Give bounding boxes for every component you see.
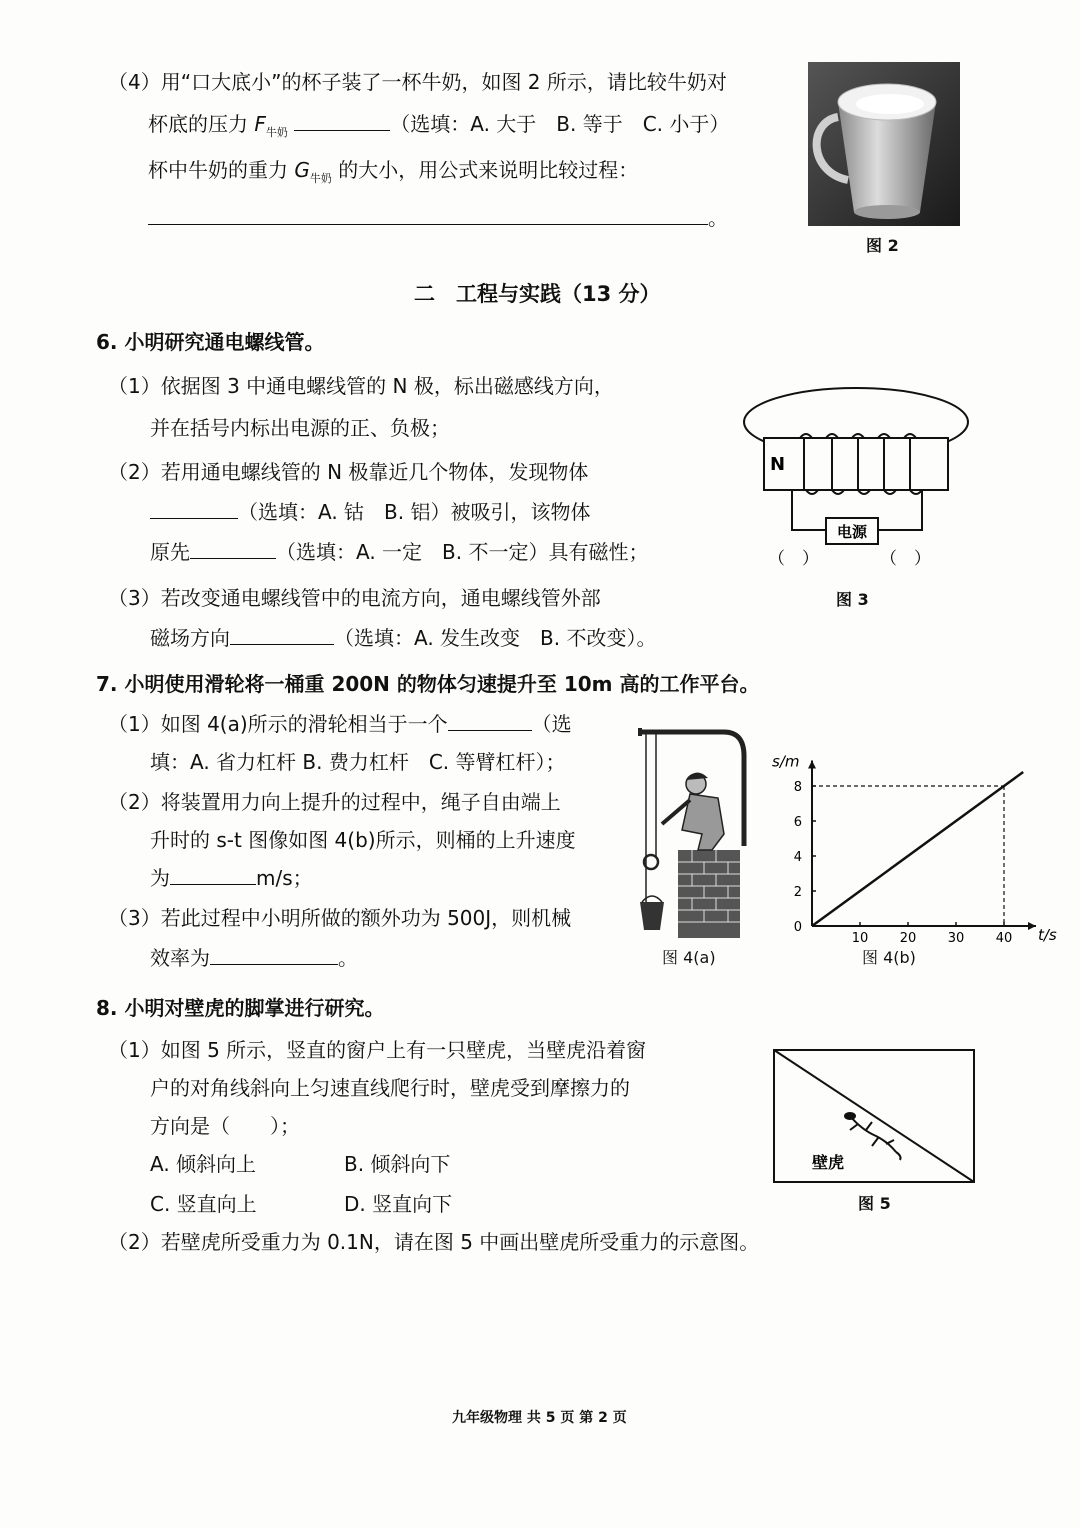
q7-p1b: 填：A. 省力杠杆 B. 费力杠杆 C. 等臂杠杆）；	[150, 750, 566, 774]
solenoid-core	[764, 438, 948, 490]
st-chart	[766, 726, 1057, 946]
section-title: 二 工程与实践（13 分）	[414, 282, 661, 306]
left-polarity-bracket[interactable]: （ ）	[768, 549, 819, 569]
milk-cup-photo	[808, 62, 960, 226]
q7-p1a: （1）如图 4(a)所示的滑轮相当于一个 （选	[108, 712, 572, 736]
q6-title: 6. 小明研究通电螺线管。	[96, 330, 325, 354]
blank-attracted-material[interactable]	[150, 500, 238, 519]
x-tick-label: 10	[851, 931, 869, 946]
q7-p2b: 升时的 s-t 图像如图 4(b)所示，则桶的上升速度	[150, 828, 576, 852]
y-tick-label: 8	[793, 780, 802, 795]
q6-p2b: （选填：A. 钴 B. 铝）被吸引，该物体	[150, 500, 590, 524]
x-tick-label: 20	[899, 931, 917, 946]
blank-field-direction[interactable]	[230, 626, 334, 645]
window-gecko-diagram	[772, 1048, 976, 1184]
blank-originally-magnetic[interactable]	[190, 540, 276, 559]
q6-p3a: （3）若改变通电螺线管中的电流方向，通电螺线管外部	[108, 586, 601, 610]
blank-compare-process[interactable]	[148, 206, 708, 225]
blank-lever-type[interactable]	[448, 712, 532, 731]
q5-4-line1: （4）用“口大底小”的杯子装了一杯牛奶，如图 2 所示，请比较牛奶对	[108, 70, 727, 94]
q7-p2c: 为 m/s；	[150, 866, 313, 890]
fig5-caption: 图 5	[858, 1194, 891, 1213]
q6-p1a: （1）依据图 3 中通电螺线管的 N 极，标出磁感线方向，	[108, 374, 614, 398]
q8-option-c[interactable]: C. 竖直向上	[150, 1192, 257, 1216]
x-axis-arrow	[1028, 922, 1036, 930]
y-axis-arrow	[808, 761, 816, 769]
fig4b-caption: 图 4(b)	[862, 948, 916, 967]
right-polarity-bracket[interactable]: （ ）	[880, 549, 931, 569]
y-tick-label: 0	[793, 920, 802, 935]
q7-p3a: （3）若此过程中小明所做的额外功为 500J，则机械	[108, 906, 572, 930]
x-axis-label: t/s	[1038, 926, 1057, 944]
q7-p2a: （2）将装置用力向上提升的过程中，绳子自由端上	[108, 790, 561, 814]
svg-text:电源: 电源	[836, 523, 868, 541]
q8-option-b[interactable]: B. 倾斜向下	[344, 1152, 451, 1176]
q5-4-line2: 杯底的压力 $F_{牛奶}$ （选填：A. 大于 B. 等于 C. 小于）	[148, 112, 730, 139]
q8-p1b: 户的对角线斜向上匀速直线爬行时，壁虎受到摩擦力的	[150, 1076, 630, 1100]
fig2-caption: 图 2	[866, 236, 899, 255]
q7-p3b: 效率为 。	[150, 946, 358, 970]
q8-p2: （2）若壁虎所受重力为 0.1N，请在图 5 中画出壁虎所受重力的示意图。	[108, 1230, 760, 1254]
north-pole-label: N	[770, 454, 786, 475]
q8-option-a[interactable]: A. 倾斜向上	[150, 1152, 257, 1176]
blank-efficiency[interactable]	[210, 946, 338, 965]
q5-4-line3: 杯中牛奶的重力 $G_{牛奶}$ 的大小，用公式来说明比较过程：	[148, 158, 639, 185]
q8-p1c: 方向是（ ）；	[150, 1114, 300, 1138]
fig3-caption: 图 3	[836, 590, 869, 609]
x-tick-label: 30	[947, 931, 965, 946]
q5-4-line4: 。	[148, 206, 728, 230]
q8-option-d[interactable]: D. 竖直向下	[344, 1192, 453, 1216]
q8-title: 8. 小明对壁虎的脚掌进行研究。	[96, 996, 385, 1020]
q7-title: 7. 小明使用滑轮将一桶重 200N 的物体匀速提升至 10m 高的工作平台。	[96, 672, 760, 696]
series-line-s-t	[812, 772, 1023, 926]
q6-p3b: 磁场方向 （选填：A. 发生改变 B. 不改变）。	[150, 626, 657, 650]
q6-p2c: 原先 （选填：A. 一定 B. 不一定）具有磁性；	[150, 540, 649, 564]
bucket	[640, 902, 664, 930]
q6-p1b: 并在括号内标出电源的正、负极；	[150, 416, 450, 440]
page-footer: 九年级物理 共 5 页 第 2 页	[452, 1410, 627, 1426]
solenoid-diagram	[740, 380, 972, 580]
brick-platform	[678, 850, 740, 938]
y-tick-label: 6	[793, 815, 802, 830]
blank-bucket-speed[interactable]	[170, 866, 256, 885]
y-tick-label: 2	[793, 885, 802, 900]
q8-p1a: （1）如图 5 所示，竖直的窗户上有一只壁虎，当壁虎沿着窗	[108, 1038, 647, 1062]
y-tick-label: 4	[793, 850, 802, 865]
blank-pressure-compare[interactable]	[294, 112, 390, 131]
gecko-label: 壁虎	[812, 1153, 845, 1172]
fig4a-caption: 图 4(a)	[662, 948, 716, 967]
q6-p2a: （2）若用通电螺线管的 N 极靠近几个物体，发现物体	[108, 460, 589, 484]
pulley-illustration	[632, 726, 758, 942]
x-tick-label: 40	[995, 931, 1013, 946]
y-axis-label: s/m	[772, 752, 800, 771]
